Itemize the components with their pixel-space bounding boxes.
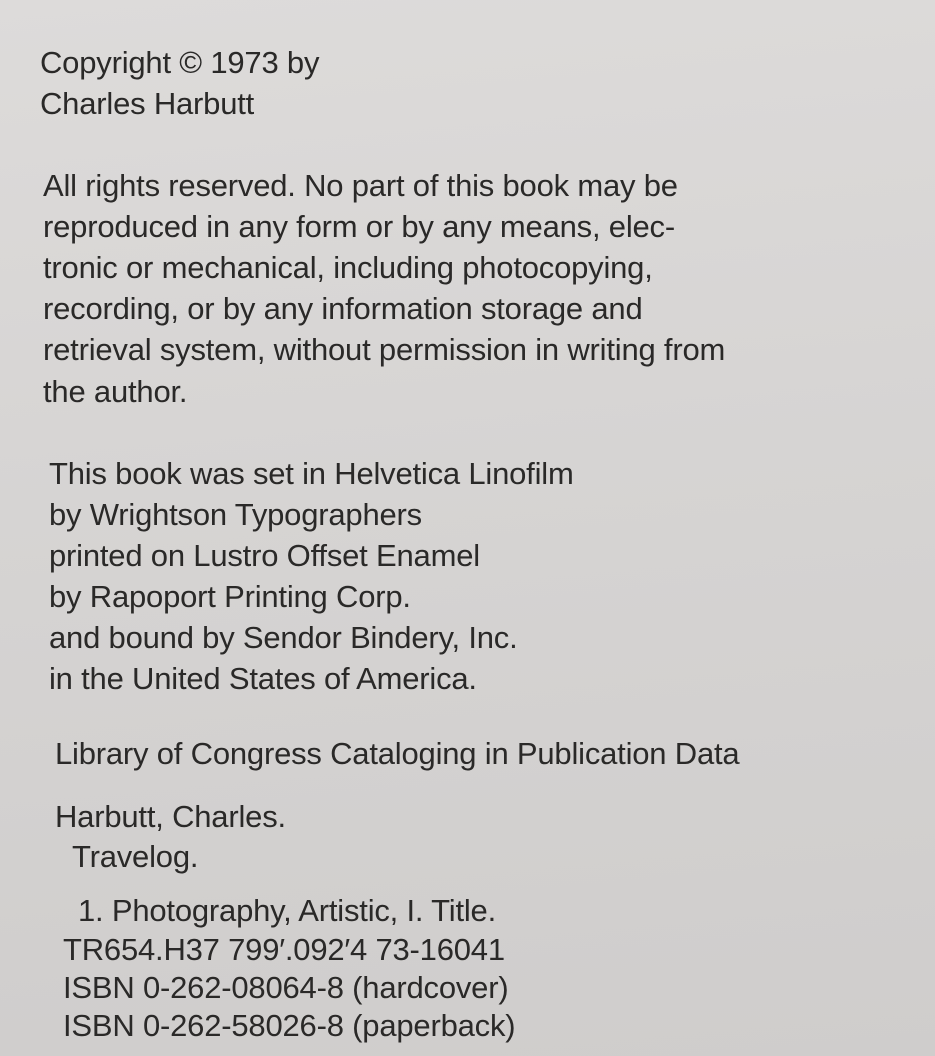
rights-line: retrieval system, without permission in writing from	[43, 332, 726, 367]
rights-line: recording, or by any information storage and	[43, 291, 643, 326]
rights-line: tronic or mechanical, including photocopying,	[43, 250, 653, 285]
cip-author: Harbutt, Charles.	[55, 799, 286, 834]
colophon-line: by Rapoport Printing Corp.	[49, 579, 411, 614]
rights-line: reproduced in any form or by any means, elec-	[43, 209, 675, 244]
cip-subject: 1. Photography, Artistic, I. Title.	[78, 893, 497, 928]
colophon-line: printed on Lustro Offset Enamel	[49, 538, 480, 573]
copyright-line: Copyright © 1973 by	[40, 45, 320, 80]
rights-line: All rights reserved. No part of this book may be	[43, 168, 678, 203]
colophon-line: by Wrightson Typographers	[49, 497, 422, 532]
cip-isbn-paperback: ISBN 0-262-58026-8 (paperback)	[63, 1008, 516, 1043]
rights-line: the author.	[43, 374, 188, 409]
cip-heading: Library of Congress Cataloging in Publication Data	[55, 736, 740, 771]
colophon-line: and bound by Sendor Bindery, Inc.	[49, 620, 518, 655]
copyright-holder: Charles Harbutt	[40, 86, 255, 121]
cip-title: Travelog.	[72, 839, 199, 874]
colophon-line: in the United States of America.	[49, 661, 477, 696]
cip-call-number: TR654.H37 799′.092′4 73-16041	[63, 932, 505, 967]
cip-isbn-hardcover: ISBN 0-262-08064-8 (hardcover)	[63, 970, 509, 1005]
colophon-line: This book was set in Helvetica Linofilm	[49, 456, 574, 491]
